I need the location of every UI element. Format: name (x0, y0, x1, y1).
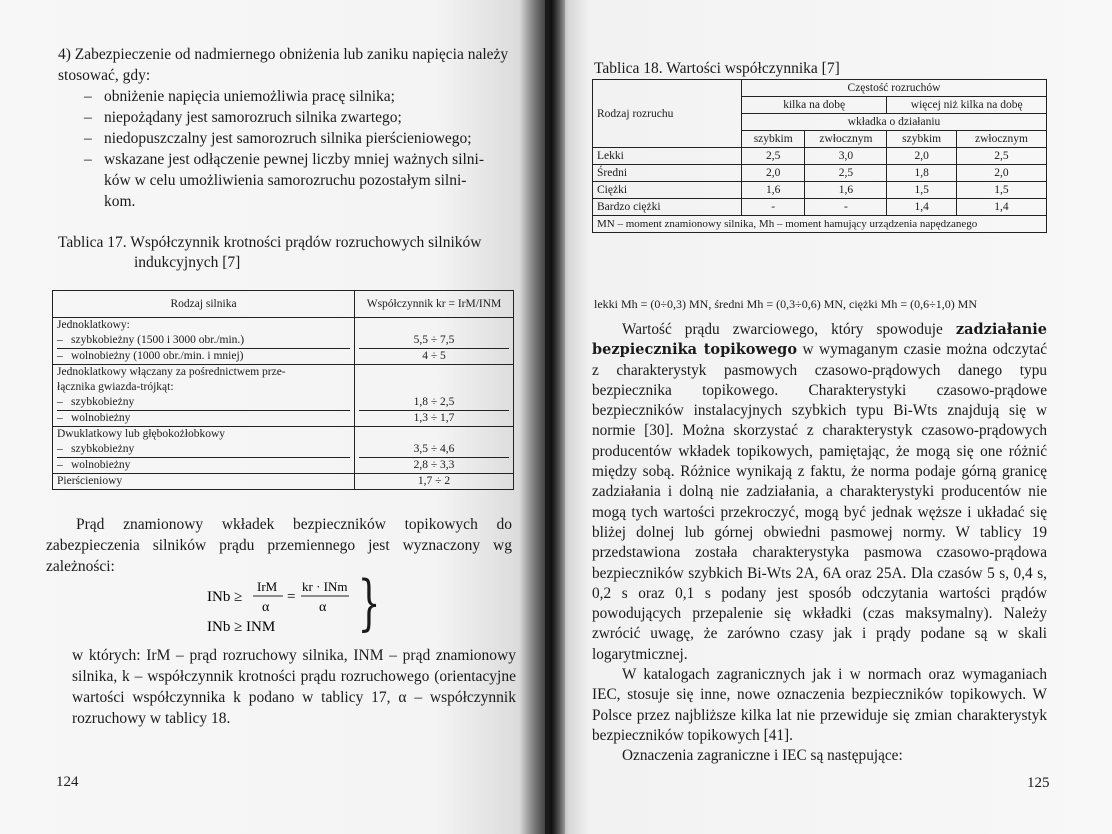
page-number: 125 (1027, 775, 1050, 791)
svg-text:INb ≥: INb ≥ (207, 589, 243, 605)
brace: } (357, 568, 381, 638)
table-row: MN – moment znamionowy silnika, Mh – moment hamujący urządzenia napędzanego (593, 216, 1047, 233)
table-row: Bardzo ciężki - - 1,4 1,4 (593, 199, 1047, 216)
item-4-heading: 4) Zabezpieczenie od nadmiernego obniżenia lub zaniku napięcia należy stosować, gdy: (58, 46, 509, 84)
paragraph: W katalogach zagranicznych jak i w normach oraz wymaganiach IEC, stosuje się inne, nowe oznaczenia bezpieczników topikowych. W Polsce przez najbliższe kilka lat nie przewiduje się zmian charakterystyk bezpieczników topikowych [41]. (592, 666, 1047, 744)
load-torque-line: lekki Mh = (0÷0,3) MN, średni Mh = (0,3÷0,6) MN, ciężki Mh = (0,6÷1,0) MN (594, 297, 978, 311)
paragraph: Oznaczenia zagraniczne i IEC są następujące: (622, 747, 903, 765)
book-gutter (520, 0, 565, 834)
table-row: Ciężki 1,6 1,6 1,5 1,5 (593, 182, 1047, 199)
table-header: szybkim (887, 131, 957, 148)
list-item: – niedopuszczalny jest samorozruch silnika pierścieniowego; (84, 130, 472, 147)
item-4-list (58, 86, 513, 212)
svg-text:IrM: IrM (257, 579, 278, 594)
list-item: – niepożądany jest samorozruch silnika zwartego; (84, 109, 402, 126)
table-row: Pierścieniowy 1,7 ÷ 2 (53, 474, 514, 490)
table-header: szybkim (742, 131, 805, 148)
svg-text:INb ≥ INM: INb ≥ INM (207, 619, 276, 635)
table-header: zwłocznym (805, 131, 887, 148)
paragraph: Prąd znamionowy wkładek bezpieczników topikowych do zabezpieczenia silników prądu przemiennego jest wyznaczony wg zależności: (46, 516, 512, 575)
table-row: Średni 2,0 2,5 1,8 2,0 (593, 165, 1047, 182)
table-header: zwłocznym (956, 131, 1046, 148)
table-row: Jednoklatkowy: – szybkobieżny (1500 i 3000 obr./min.) – wolnobieżny (1000 obr./min. i mniej) 5,5 ÷ 7,5 4 ÷ 5 (53, 318, 514, 365)
svg-text:=: = (287, 589, 296, 605)
left-page (0, 0, 545, 834)
right-text-block (592, 320, 1047, 767)
table-18 (592, 79, 1047, 233)
table-row: Jednoklatkowy włączany za pośrednictwem prze- łącznika gwiazda-trójkąt: – szybkobieżny – wolnobieżny 1,8 ÷ 2,5 1,3 ÷ 1,7 (53, 365, 514, 427)
table-header: Częstość rozruchów (742, 80, 1047, 97)
page-number: 124 (56, 774, 79, 790)
paragraph: w których: IrM – prąd rozruchowy silnika, INM – prąd znamionowy silnika, k – współczynnik krotności prądu rozruchowego (orientacyjne wartości współczynnika k podano w tablicy 17, α – współczynnik rozruchowy w tablicy 18. (72, 647, 516, 727)
item-4-section (58, 44, 513, 212)
list-item: – wskazane jest odłączenie pewnej liczby mniej ważnych silni- ków w celu umożliwienia samorozruchu pozostałym silni- kom. (84, 151, 485, 210)
table-header: Współczynnik kr = IrM/INM (355, 291, 514, 318)
table-header: więcej niż kilka na dobę (887, 97, 1047, 114)
table-header: Rodzaj silnika (53, 291, 355, 318)
list-item: – obniżenie napięcia uniemożliwia pracę silnika; (84, 88, 395, 105)
formula (207, 577, 377, 639)
svg-text:α: α (319, 600, 327, 615)
paragraph: Wartość prądu zwarciowego, który spowoduje zadziałanie bezpiecznika topikowego w wymaganym czasie można odczytać z charakterystyk pasmowych czasowo-prądowych danego typu bezpiecznika topikowego. Charakterystyki czasowo-prądowe bezpieczników instalacyjnych szybkich typu Bi-Wts znajdują się w normie [30]. Można skorzystać z charakterystyk czasowo-prądowych producentów wkładek topikowych, pamiętając, że mogą się one różnić między sobą. Różnice wynikają z faktu, że norma podaje górną granicę zadziałania i dolną nie zadziałania, a charakterystyki producentów nie mogą tych wartości przekroczyć, mogą być jednak węższe i układać się bliżej dolnej lub górnej obwiedni pasmowej normy. W tablicy 19 przedstawiona została charakterystyka pasmowa czasowo-prądowa bezpieczników szybkich Bi-Wts 2A, 6A oraz 25A. Dla czasów 5 s, 0,4 s, 0,2 s oraz 0,1 s podany jest sposób odczytania wartości prądów powodujących przepalenie się wkładki (czas maksymalny). Należy zwrócić uwagę, że zarówno czasy jak i prądy podane są w skali logarytmicznej. (592, 321, 1047, 663)
table-row: Dwuklatkowy lub głębokożłobkowy – szybkobieżny – wolnobieżny 3,5 ÷ 4,6 2,8 ÷ 3,3 (53, 427, 514, 474)
table-row: Lekki 2,5 3,0 2,0 2,5 (593, 148, 1047, 165)
table-18-title: Tablica 18. Wartości współczynnika [7] (594, 60, 840, 77)
table-17-title: Tablica 17. Współczynnik krotności prądów rozruchowych silników indukcyjnych [7] (58, 234, 482, 271)
table-header: kilka na dobę (742, 97, 887, 114)
table-header: wkładka o działaniu (742, 114, 1047, 131)
table-17 (52, 290, 514, 490)
table-header: Rodzaj rozruchu (593, 80, 742, 148)
svg-text:α: α (262, 600, 270, 615)
formula-graphic (207, 577, 377, 639)
svg-text:kr · INm: kr · INm (302, 579, 348, 594)
